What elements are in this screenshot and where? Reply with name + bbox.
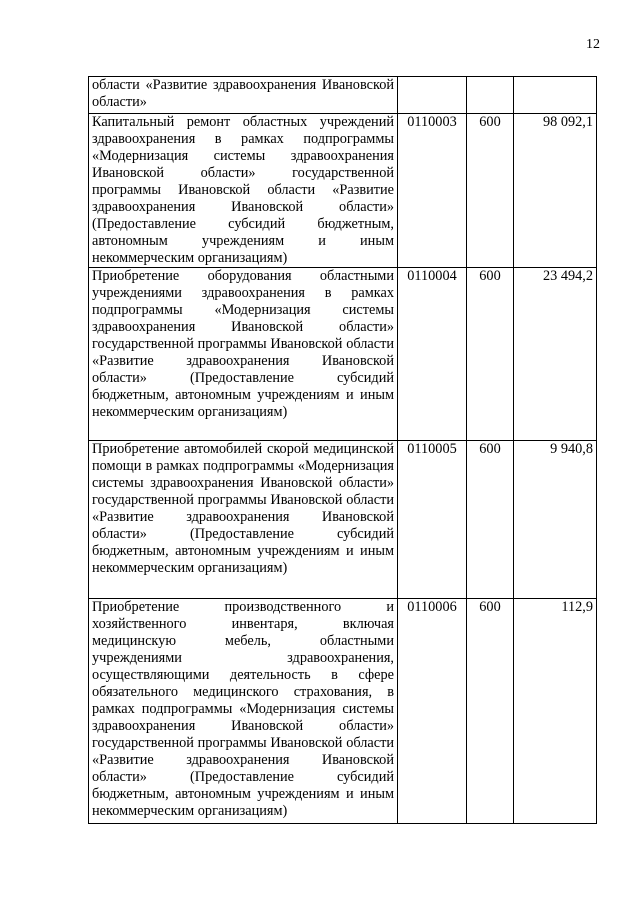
row-type: 600 [467,441,514,599]
table-row [89,599,597,824]
row-code: 0110004 [398,268,467,441]
row-name: Приобретение оборудования областными учреждениями здравоохранения в рамках подпрограммы «Модернизация системы здравоохранения Ивановской области» государственной программы Ивановской области «Развитие здравоохранения Ивановской области» (Предоставление субсидий бюджетным, автономным учреждениям и иным некоммерческим организациям) [89,268,398,441]
row-type [467,77,514,114]
row-sum: 23 494,2 [514,268,597,441]
row-code [398,77,467,114]
row-name: Приобретение производственного и хозяйственного инвентаря, включая медицинскую мебель, областными учреждениями здравоохранения, осуществляющими деятельность в сфере обязательного медицинского страхования, в рамках подпрограммы «Модернизация системы здравоохранения Ивановской области» государственной программы Ивановской области «Развитие здравоохранения Ивановской области» (Предоставление субсидий бюджетным, автономным учреждениям и иным некоммерческим организациям) [89,599,398,824]
row-name: Приобретение автомобилей скорой медицинской помощи в рамках подпрограммы «Модернизация системы здравоохранения Ивановской области» государственной программы Ивановской области «Развитие здравоохранения Ивановской области» (Предоставление субсидий бюджетным, автономным учреждениям и иным некоммерческим организациям) [89,441,398,599]
row-type: 600 [467,114,514,268]
budget-table [88,76,597,824]
row-name: Капитальный ремонт областных учреждений здравоохранения в рамках подпрограммы «Модернизация системы здравоохранения Ивановской области» государственной программы Ивановской области «Развитие здравоохранения Ивановской области» (Предоставление субсидий бюджетным, автономным учреждениям и иным некоммерческим организациям) [89,114,398,268]
table-row [89,441,597,599]
table-row [89,77,597,114]
table-row [89,114,597,268]
row-type: 600 [467,268,514,441]
row-name: области «Развитие здравоохранения Ивановской области» [89,77,398,114]
table-row [89,268,597,441]
row-sum: 112,9 [514,599,597,824]
row-type: 600 [467,599,514,824]
row-code: 0110003 [398,114,467,268]
row-code: 0110005 [398,441,467,599]
page-number: 12 [586,37,600,52]
row-sum: 98 092,1 [514,114,597,268]
row-sum: 9 940,8 [514,441,597,599]
row-code: 0110006 [398,599,467,824]
row-sum [514,77,597,114]
